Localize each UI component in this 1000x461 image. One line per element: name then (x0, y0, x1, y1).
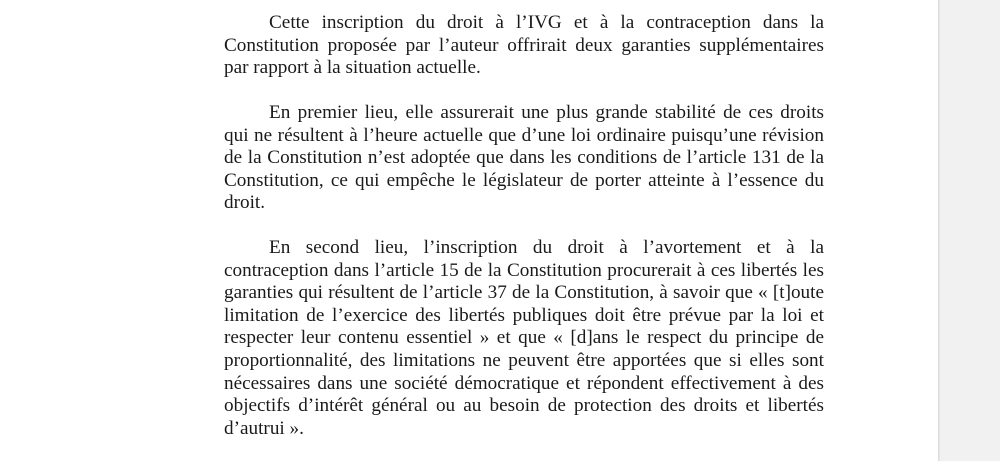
paragraph-1 (224, 12, 824, 80)
paragraph-1-text: Cette inscription du droit à l’IVG et à la contraception dans la Constitution proposée par l’auteur offrirait deux garanties supplémentaires par rapport à la situation actuelle. (224, 12, 824, 79)
paragraph-2 (224, 102, 824, 215)
page-edge-shadow (938, 0, 940, 461)
paragraph-3 (224, 237, 824, 440)
paragraph-2-text: En premier lieu, elle assurerait une plus grande stabilité de ces droits qui ne résultent à l’heure actuelle que d’une loi ordinaire puisqu’une révision de la Constitution n’est adoptée que dans les conditions de l’article 131 de la Constitution, ce qui empêche le législateur de porter atteinte à l’essence du droit. (224, 102, 824, 214)
paragraph-3-text: En second lieu, l’inscription du droit à l’avortement et à la contraception dans l’article 15 de la Constitution procurerait à ces libertés les garanties qui résultent de l’article 37 de la Constitution, à savoir que « [t]oute limitation de l’exercice des libertés publiques doit être prévue par la loi et respecter leur contenu essentiel » et que « [d]ans le respect du principe de proportionnalité, des limitations ne peuvent être apportées que si elles sont nécessaires dans une société démocratique et répondent effectivement à des objectifs d’intérêt général ou au besoin de protection des droits et libertés d’autrui ». (224, 237, 824, 439)
